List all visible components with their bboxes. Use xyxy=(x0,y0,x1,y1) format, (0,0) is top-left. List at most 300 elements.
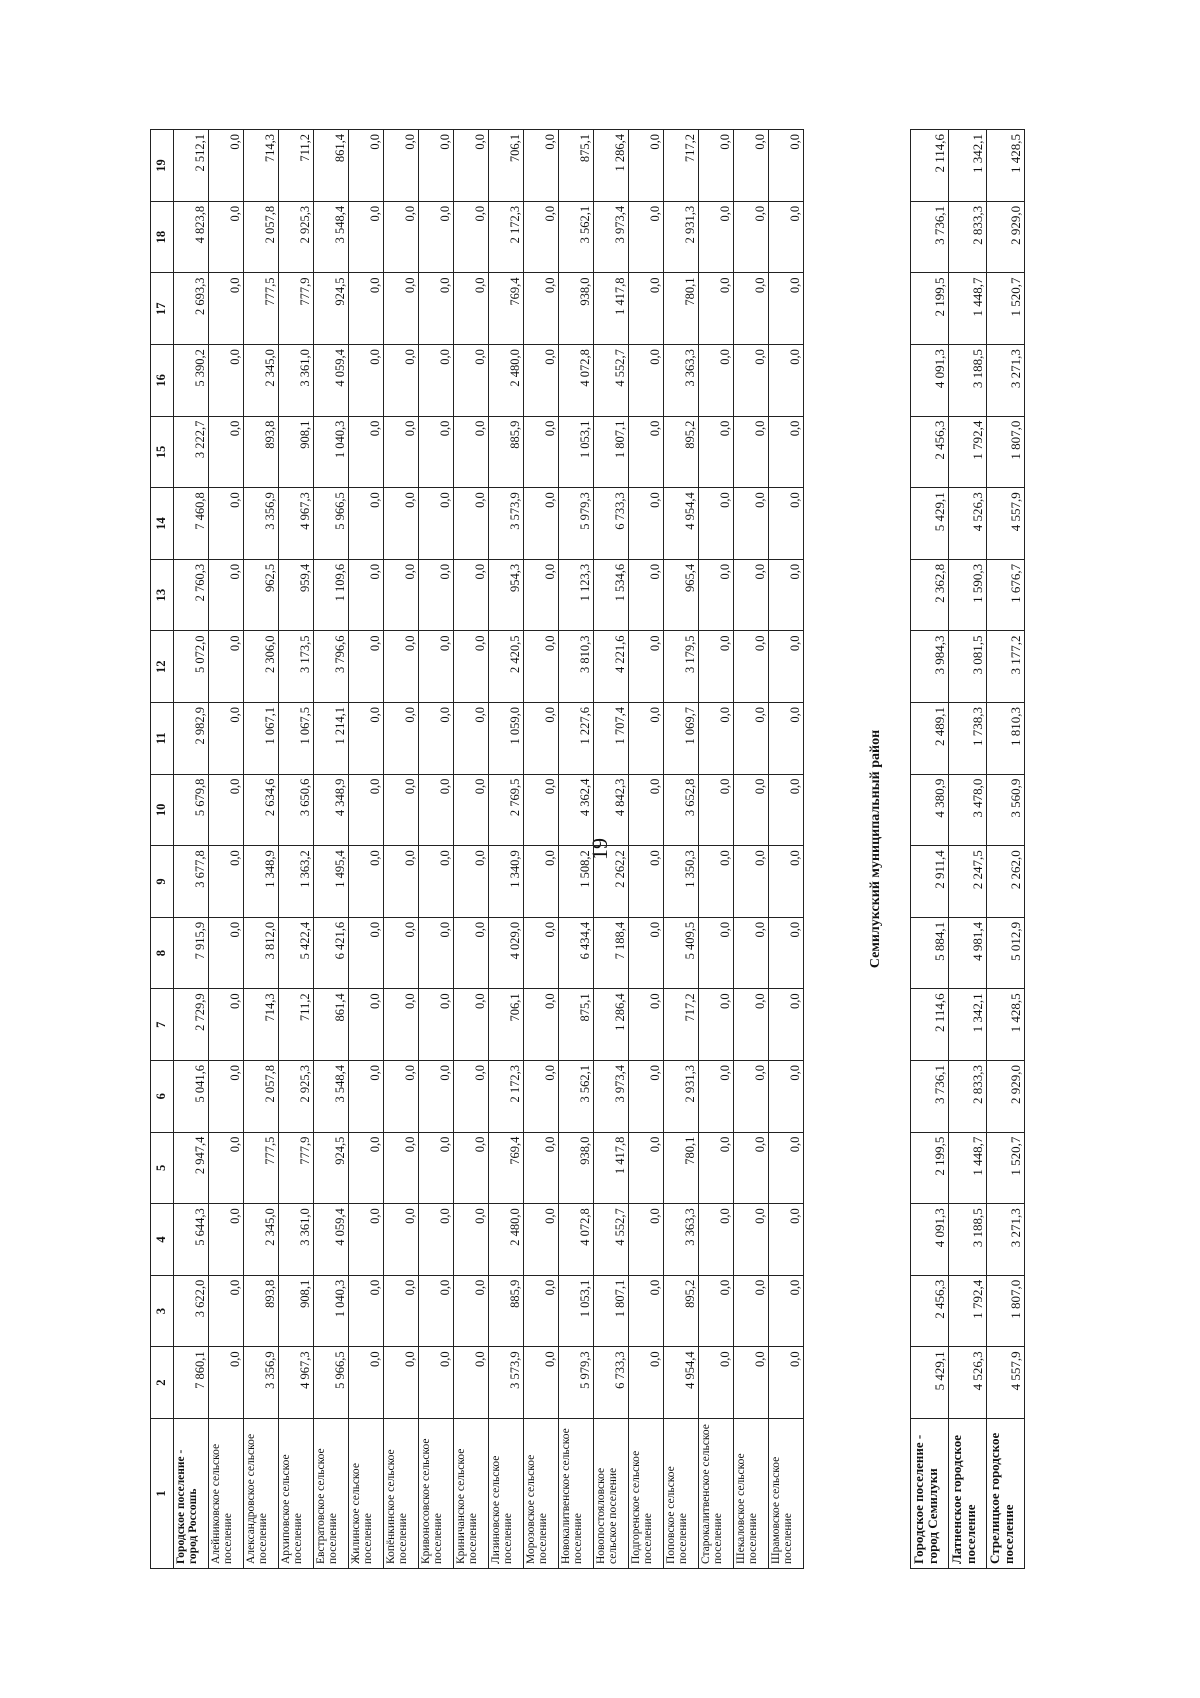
value-cell: 3 081,5 xyxy=(949,631,987,703)
settlement-name: Городское поселение - город Россошь xyxy=(174,1418,209,1568)
value-cell: 0,0 xyxy=(699,488,734,560)
value-cell: 1 348,9 xyxy=(244,846,279,918)
value-cell: 3 222,7 xyxy=(174,416,209,488)
value-cell: 0,0 xyxy=(769,703,804,775)
value-cell: 0,0 xyxy=(454,201,489,273)
value-cell: 4 552,7 xyxy=(594,1204,629,1276)
value-cell: 0,0 xyxy=(349,631,384,703)
table-row xyxy=(629,130,664,1569)
value-cell: 3 356,9 xyxy=(244,1347,279,1419)
value-cell: 777,5 xyxy=(244,273,279,345)
table-row xyxy=(314,130,349,1569)
value-cell: 1 792,4 xyxy=(949,1275,987,1347)
settlement-name: Шрамовское сельское поселение xyxy=(769,1418,804,1568)
value-cell: 861,4 xyxy=(314,130,349,202)
value-cell: 5 966,5 xyxy=(314,488,349,560)
value-cell: 1 508,2 xyxy=(559,846,594,918)
value-cell: 3 356,9 xyxy=(244,488,279,560)
value-cell: 2 262,2 xyxy=(594,846,629,918)
value-cell: 0,0 xyxy=(524,416,559,488)
value-cell: 4 059,4 xyxy=(314,345,349,417)
value-cell: 3 984,3 xyxy=(911,631,949,703)
value-cell: 885,9 xyxy=(489,416,524,488)
value-cell: 5 884,1 xyxy=(911,917,949,989)
value-cell: 0,0 xyxy=(629,201,664,273)
value-cell: 4 981,4 xyxy=(949,917,987,989)
value-cell: 1 227,6 xyxy=(559,703,594,775)
column-header: 6 xyxy=(151,1061,174,1133)
value-cell: 3 560,9 xyxy=(987,774,1025,846)
value-cell: 0,0 xyxy=(629,1132,664,1204)
value-cell: 7 860,1 xyxy=(174,1347,209,1419)
value-cell: 3 562,1 xyxy=(559,1061,594,1133)
column-header: 5 xyxy=(151,1132,174,1204)
value-cell: 0,0 xyxy=(209,1347,244,1419)
value-cell: 959,4 xyxy=(279,559,314,631)
value-cell: 769,4 xyxy=(489,273,524,345)
settlement-name: Кривоносовское сельское поселение xyxy=(419,1418,454,1568)
value-cell: 0,0 xyxy=(419,846,454,918)
value-cell: 711,2 xyxy=(279,989,314,1061)
value-cell: 0,0 xyxy=(384,989,419,1061)
value-cell: 0,0 xyxy=(769,345,804,417)
value-cell: 1 520,7 xyxy=(987,273,1025,345)
value-cell: 861,4 xyxy=(314,989,349,1061)
value-cell: 3 363,3 xyxy=(664,1204,699,1276)
value-cell: 0,0 xyxy=(524,1347,559,1419)
value-cell: 1 676,7 xyxy=(987,559,1025,631)
table-row xyxy=(664,130,699,1569)
value-cell: 4 526,3 xyxy=(949,488,987,560)
value-cell: 885,9 xyxy=(489,1275,524,1347)
value-cell: 0,0 xyxy=(349,345,384,417)
value-cell: 0,0 xyxy=(209,345,244,417)
value-cell: 3 548,4 xyxy=(314,1061,349,1133)
table-row xyxy=(524,130,559,1569)
value-cell: 0,0 xyxy=(454,989,489,1061)
value-cell: 0,0 xyxy=(454,774,489,846)
value-cell: 938,0 xyxy=(559,1132,594,1204)
value-cell: 2 929,0 xyxy=(987,201,1025,273)
value-cell: 0,0 xyxy=(769,1204,804,1276)
value-cell: 780,1 xyxy=(664,1132,699,1204)
value-cell: 4 072,8 xyxy=(559,1204,594,1276)
value-cell: 5 012,9 xyxy=(987,917,1025,989)
value-cell: 0,0 xyxy=(454,703,489,775)
value-cell: 1 428,5 xyxy=(987,989,1025,1061)
value-cell: 0,0 xyxy=(209,488,244,560)
value-cell: 0,0 xyxy=(769,989,804,1061)
value-cell: 0,0 xyxy=(419,774,454,846)
value-cell: 0,0 xyxy=(734,1132,769,1204)
value-cell: 0,0 xyxy=(524,1061,559,1133)
value-cell: 0,0 xyxy=(769,846,804,918)
value-cell: 0,0 xyxy=(209,416,244,488)
value-cell: 777,5 xyxy=(244,1132,279,1204)
value-cell: 3 736,1 xyxy=(911,201,949,273)
value-cell: 0,0 xyxy=(419,631,454,703)
table-row xyxy=(349,130,384,1569)
value-cell: 2 760,3 xyxy=(174,559,209,631)
value-cell: 1 342,1 xyxy=(949,130,987,202)
column-header: 18 xyxy=(151,201,174,273)
value-cell: 0,0 xyxy=(734,1347,769,1419)
value-cell: 7 915,9 xyxy=(174,917,209,989)
value-cell: 5 429,1 xyxy=(911,488,949,560)
value-cell: 0,0 xyxy=(699,345,734,417)
value-cell: 0,0 xyxy=(524,1275,559,1347)
value-cell: 0,0 xyxy=(454,1275,489,1347)
value-cell: 5 429,1 xyxy=(911,1347,949,1419)
settlement-name: Подгоренское сельское поселение xyxy=(629,1418,664,1568)
value-cell: 4 823,8 xyxy=(174,201,209,273)
value-cell: 0,0 xyxy=(209,1275,244,1347)
value-cell: 2 693,3 xyxy=(174,273,209,345)
value-cell: 1 807,0 xyxy=(987,416,1025,488)
value-cell: 1 053,1 xyxy=(559,416,594,488)
value-cell: 0,0 xyxy=(629,130,664,202)
value-cell: 3 188,5 xyxy=(949,345,987,417)
value-cell: 4 552,7 xyxy=(594,345,629,417)
column-header: 8 xyxy=(151,917,174,989)
value-cell: 0,0 xyxy=(384,345,419,417)
value-cell: 4 091,3 xyxy=(911,345,949,417)
value-cell: 2 345,0 xyxy=(244,345,279,417)
value-cell: 717,2 xyxy=(664,130,699,202)
value-cell: 5 390,2 xyxy=(174,345,209,417)
value-cell: 2 925,3 xyxy=(279,201,314,273)
value-cell: 4 362,4 xyxy=(559,774,594,846)
value-cell: 2 057,8 xyxy=(244,201,279,273)
value-cell: 0,0 xyxy=(454,130,489,202)
value-cell: 0,0 xyxy=(349,1204,384,1276)
value-cell: 0,0 xyxy=(524,1204,559,1276)
value-cell: 0,0 xyxy=(419,703,454,775)
value-cell: 706,1 xyxy=(489,130,524,202)
value-cell: 0,0 xyxy=(454,345,489,417)
value-cell: 893,8 xyxy=(244,416,279,488)
value-cell: 4 954,4 xyxy=(664,488,699,560)
value-cell: 1 214,1 xyxy=(314,703,349,775)
value-cell: 0,0 xyxy=(734,1061,769,1133)
value-cell: 780,1 xyxy=(664,273,699,345)
value-cell: 2 456,3 xyxy=(911,1275,949,1347)
value-cell: 0,0 xyxy=(349,559,384,631)
page-number: 19 xyxy=(587,838,612,860)
value-cell: 4 557,9 xyxy=(987,488,1025,560)
value-cell: 2 931,3 xyxy=(664,1061,699,1133)
value-cell: 2 114,6 xyxy=(911,130,949,202)
value-cell: 0,0 xyxy=(734,130,769,202)
value-cell: 2 480,0 xyxy=(489,1204,524,1276)
value-cell: 4 967,3 xyxy=(279,488,314,560)
value-cell: 3 677,8 xyxy=(174,846,209,918)
value-cell: 965,4 xyxy=(664,559,699,631)
value-cell: 0,0 xyxy=(734,917,769,989)
column-header: 14 xyxy=(151,488,174,560)
value-cell: 0,0 xyxy=(419,488,454,560)
value-cell: 0,0 xyxy=(734,989,769,1061)
value-cell: 0,0 xyxy=(209,989,244,1061)
value-cell: 4 954,4 xyxy=(664,1347,699,1419)
value-cell: 0,0 xyxy=(524,345,559,417)
settlement-name: Лизиновское сельское поселение xyxy=(489,1418,524,1568)
value-cell: 0,0 xyxy=(734,1204,769,1276)
value-cell: 0,0 xyxy=(699,1132,734,1204)
value-cell: 0,0 xyxy=(349,846,384,918)
value-cell: 0,0 xyxy=(629,989,664,1061)
value-cell: 0,0 xyxy=(209,917,244,989)
column-header-row xyxy=(151,130,174,1569)
value-cell: 0,0 xyxy=(734,774,769,846)
value-cell: 1 109,6 xyxy=(314,559,349,631)
value-cell: 0,0 xyxy=(384,416,419,488)
value-cell: 769,4 xyxy=(489,1132,524,1204)
column-header: 4 xyxy=(151,1204,174,1276)
value-cell: 0,0 xyxy=(384,201,419,273)
value-cell: 0,0 xyxy=(454,1061,489,1133)
value-cell: 2 931,3 xyxy=(664,201,699,273)
value-cell: 0,0 xyxy=(454,846,489,918)
value-cell: 4 221,6 xyxy=(594,631,629,703)
value-cell: 875,1 xyxy=(559,130,594,202)
column-header: 1 xyxy=(151,1418,174,1568)
value-cell: 1 067,5 xyxy=(279,703,314,775)
settlement-name: Морозовское сельское поселение xyxy=(524,1418,559,1568)
value-cell: 0,0 xyxy=(734,703,769,775)
value-cell: 1 590,3 xyxy=(949,559,987,631)
value-cell: 0,0 xyxy=(209,703,244,775)
column-header: 13 xyxy=(151,559,174,631)
value-cell: 0,0 xyxy=(769,1275,804,1347)
value-cell: 5 409,5 xyxy=(664,917,699,989)
value-cell: 0,0 xyxy=(769,273,804,345)
value-cell: 0,0 xyxy=(699,1347,734,1419)
value-cell: 3 271,3 xyxy=(987,345,1025,417)
value-cell: 0,0 xyxy=(384,1204,419,1276)
table-row xyxy=(209,130,244,1569)
value-cell: 777,9 xyxy=(279,273,314,345)
value-cell: 0,0 xyxy=(419,559,454,631)
value-cell: 0,0 xyxy=(384,130,419,202)
value-cell: 2 172,3 xyxy=(489,201,524,273)
value-cell: 0,0 xyxy=(419,1204,454,1276)
value-cell: 706,1 xyxy=(489,989,524,1061)
value-cell: 895,2 xyxy=(664,416,699,488)
value-cell: 4 526,3 xyxy=(949,1347,987,1419)
value-cell: 0,0 xyxy=(454,631,489,703)
value-cell: 5 966,5 xyxy=(314,1347,349,1419)
value-cell: 0,0 xyxy=(699,130,734,202)
value-cell: 0,0 xyxy=(734,1275,769,1347)
value-cell: 2 306,0 xyxy=(244,631,279,703)
value-cell: 0,0 xyxy=(734,631,769,703)
value-cell: 0,0 xyxy=(209,1061,244,1133)
value-cell: 0,0 xyxy=(454,917,489,989)
value-cell: 0,0 xyxy=(629,1061,664,1133)
value-cell: 954,3 xyxy=(489,559,524,631)
value-cell: 0,0 xyxy=(349,273,384,345)
value-cell: 5 979,3 xyxy=(559,1347,594,1419)
column-header: 19 xyxy=(151,130,174,202)
value-cell: 2 456,3 xyxy=(911,416,949,488)
value-cell: 0,0 xyxy=(349,1132,384,1204)
value-cell: 2 199,5 xyxy=(911,1132,949,1204)
value-cell: 1 520,7 xyxy=(987,1132,1025,1204)
value-cell: 6 421,6 xyxy=(314,917,349,989)
value-cell: 0,0 xyxy=(209,130,244,202)
value-cell: 1 417,8 xyxy=(594,273,629,345)
table-row xyxy=(699,130,734,1569)
value-cell: 6 434,4 xyxy=(559,917,594,989)
value-cell: 3 810,3 xyxy=(559,631,594,703)
settlement-name: Новопостояловское сельское поселение xyxy=(594,1418,629,1568)
settlements-table xyxy=(150,129,804,1569)
value-cell: 3 573,9 xyxy=(489,488,524,560)
value-cell: 4 348,9 xyxy=(314,774,349,846)
value-cell: 1 810,3 xyxy=(987,703,1025,775)
value-cell: 0,0 xyxy=(384,631,419,703)
value-cell: 0,0 xyxy=(524,631,559,703)
value-cell: 2 362,8 xyxy=(911,559,949,631)
value-cell: 0,0 xyxy=(454,416,489,488)
table-row xyxy=(454,130,489,1569)
value-cell: 2 262,0 xyxy=(987,846,1025,918)
value-cell: 1 807,0 xyxy=(987,1275,1025,1347)
value-cell: 0,0 xyxy=(349,917,384,989)
settlement-name: Новокалитвенское сельское поселение xyxy=(559,1418,594,1568)
value-cell: 3 548,4 xyxy=(314,201,349,273)
value-cell: 2 929,0 xyxy=(987,1061,1025,1133)
value-cell: 0,0 xyxy=(769,1347,804,1419)
value-cell: 0,0 xyxy=(454,1347,489,1419)
value-cell: 0,0 xyxy=(209,631,244,703)
settlement-name: Александровское сельское поселение xyxy=(244,1418,279,1568)
table-row xyxy=(419,130,454,1569)
column-header: 7 xyxy=(151,989,174,1061)
value-cell: 5 679,8 xyxy=(174,774,209,846)
settlement-name: Евстратовское сельское поселение xyxy=(314,1418,349,1568)
value-cell: 3 812,0 xyxy=(244,917,279,989)
value-cell: 0,0 xyxy=(349,1061,384,1133)
value-cell: 0,0 xyxy=(524,559,559,631)
value-cell: 2 199,5 xyxy=(911,273,949,345)
settlement-name: Старокалитвенское сельское поселение xyxy=(699,1418,734,1568)
value-cell: 0,0 xyxy=(629,345,664,417)
value-cell: 0,0 xyxy=(524,1132,559,1204)
value-cell: 0,0 xyxy=(454,488,489,560)
value-cell: 0,0 xyxy=(734,345,769,417)
value-cell: 2 947,4 xyxy=(174,1132,209,1204)
value-cell: 0,0 xyxy=(349,488,384,560)
value-cell: 5 644,3 xyxy=(174,1204,209,1276)
value-cell: 2 057,8 xyxy=(244,1061,279,1133)
column-header: 10 xyxy=(151,774,174,846)
value-cell: 0,0 xyxy=(524,703,559,775)
value-cell: 0,0 xyxy=(769,201,804,273)
value-cell: 0,0 xyxy=(629,273,664,345)
value-cell: 0,0 xyxy=(699,774,734,846)
value-cell: 1 040,3 xyxy=(314,1275,349,1347)
value-cell: 0,0 xyxy=(419,917,454,989)
value-cell: 3 973,4 xyxy=(594,201,629,273)
settlement-name: Жилинское сельское поселение xyxy=(349,1418,384,1568)
value-cell: 0,0 xyxy=(349,201,384,273)
value-cell: 5 979,3 xyxy=(559,488,594,560)
value-cell: 2 480,0 xyxy=(489,345,524,417)
value-cell: 1 363,2 xyxy=(279,846,314,918)
value-cell: 0,0 xyxy=(384,1347,419,1419)
value-cell: 3 177,2 xyxy=(987,631,1025,703)
value-cell: 1 738,3 xyxy=(949,703,987,775)
value-cell: 0,0 xyxy=(384,703,419,775)
value-cell: 0,0 xyxy=(699,273,734,345)
rotated-page xyxy=(150,129,1050,1569)
value-cell: 4 029,0 xyxy=(489,917,524,989)
value-cell: 2 420,5 xyxy=(489,631,524,703)
value-cell: 1 350,3 xyxy=(664,846,699,918)
value-cell: 1 417,8 xyxy=(594,1132,629,1204)
value-cell: 0,0 xyxy=(629,846,664,918)
value-cell: 1 792,4 xyxy=(949,416,987,488)
table-row xyxy=(987,130,1025,1569)
value-cell: 0,0 xyxy=(384,1275,419,1347)
value-cell: 0,0 xyxy=(209,774,244,846)
value-cell: 0,0 xyxy=(524,846,559,918)
semiluki-table xyxy=(910,129,1025,1569)
value-cell: 2 114,6 xyxy=(911,989,949,1061)
value-cell: 0,0 xyxy=(419,1347,454,1419)
value-cell: 6 733,3 xyxy=(594,488,629,560)
value-cell: 4 557,9 xyxy=(987,1347,1025,1419)
value-cell: 1 448,7 xyxy=(949,1132,987,1204)
value-cell: 4 380,9 xyxy=(911,774,949,846)
value-cell: 6 733,3 xyxy=(594,1347,629,1419)
value-cell: 3 736,1 xyxy=(911,1061,949,1133)
value-cell: 0,0 xyxy=(629,774,664,846)
table-row xyxy=(911,130,949,1569)
value-cell: 0,0 xyxy=(769,1132,804,1204)
value-cell: 0,0 xyxy=(349,1275,384,1347)
value-cell: 2 172,3 xyxy=(489,1061,524,1133)
value-cell: 0,0 xyxy=(524,917,559,989)
value-cell: 0,0 xyxy=(454,1204,489,1276)
value-cell: 0,0 xyxy=(524,774,559,846)
value-cell: 1 069,7 xyxy=(664,703,699,775)
value-cell: 0,0 xyxy=(524,273,559,345)
value-cell: 938,0 xyxy=(559,273,594,345)
value-cell: 5 041,6 xyxy=(174,1061,209,1133)
value-cell: 924,5 xyxy=(314,1132,349,1204)
value-cell: 0,0 xyxy=(699,1204,734,1276)
value-cell: 0,0 xyxy=(349,416,384,488)
settlement-name: Копёнкинское сельское поселение xyxy=(384,1418,419,1568)
value-cell: 0,0 xyxy=(734,846,769,918)
value-cell: 0,0 xyxy=(699,631,734,703)
value-cell: 1 340,9 xyxy=(489,846,524,918)
value-cell: 1 053,1 xyxy=(559,1275,594,1347)
value-cell: 895,2 xyxy=(664,1275,699,1347)
settlement-name: Алейниковское сельское поселение xyxy=(209,1418,244,1568)
value-cell: 0,0 xyxy=(209,201,244,273)
column-header: 3 xyxy=(151,1275,174,1347)
value-cell: 0,0 xyxy=(419,273,454,345)
value-cell: 3 973,4 xyxy=(594,1061,629,1133)
value-cell: 0,0 xyxy=(629,703,664,775)
value-cell: 1 495,4 xyxy=(314,846,349,918)
table-row xyxy=(734,130,769,1569)
value-cell: 0,0 xyxy=(699,989,734,1061)
